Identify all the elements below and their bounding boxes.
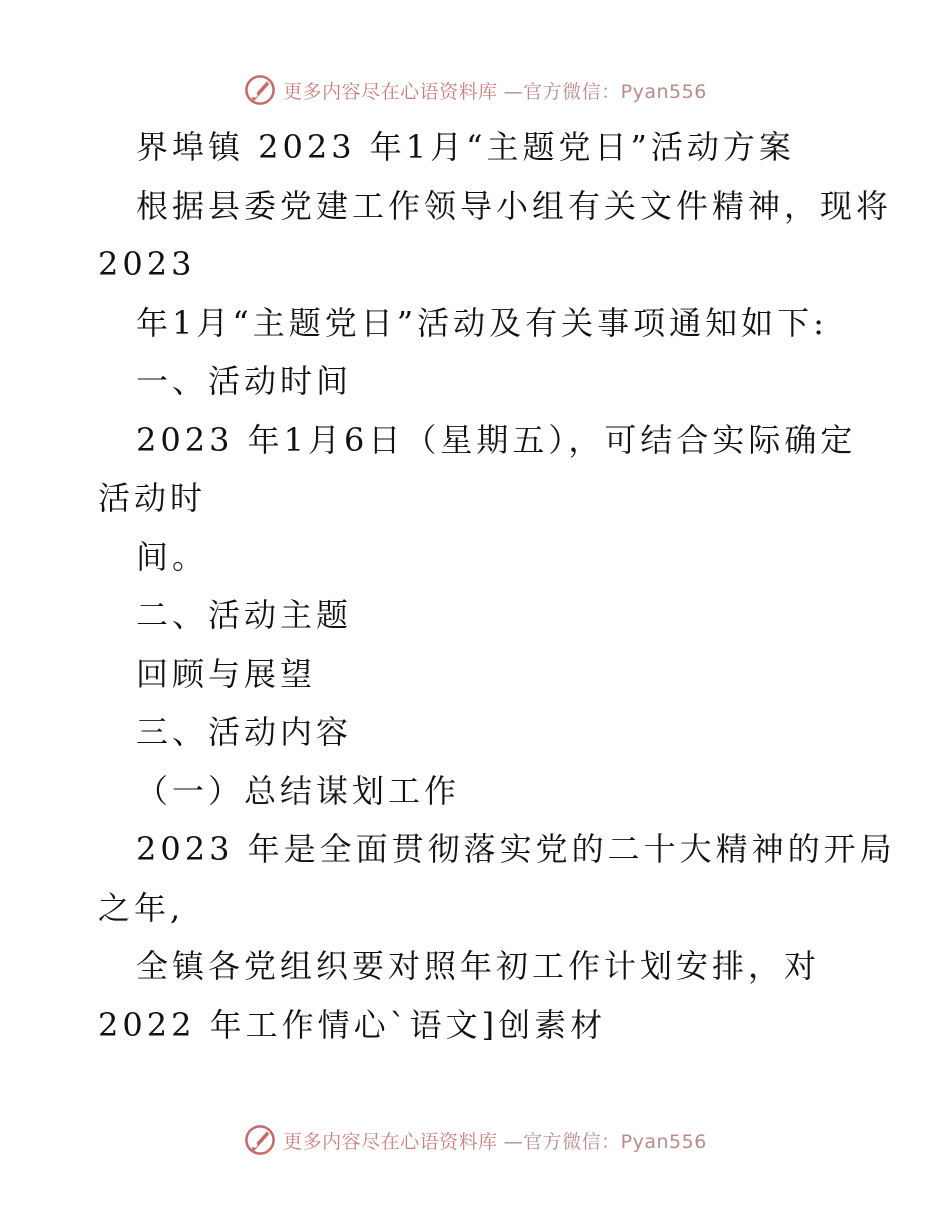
watermark-footer: [0, 1120, 950, 1160]
paragraph-line: 回顾与展望: [136, 655, 317, 693]
paragraph-line: 间。: [136, 538, 209, 576]
watermark-left-text: 更多内容尽在心语资料库: [283, 80, 498, 103]
pen-nib-logo-icon: [243, 1123, 277, 1157]
section-heading: 二、活动主题: [136, 596, 353, 634]
watermark-right-text: —官方微信：Pyan556: [503, 1130, 707, 1153]
watermark-right-text: —官方微信：Pyan556: [503, 80, 707, 103]
paragraph-line: 2023: [98, 245, 196, 283]
watermark-header: [0, 70, 950, 110]
subsection-heading: （一）总结谋划工作: [136, 772, 461, 810]
paragraph-line: 2023 年是全面贯彻落实党的二十大精神的开局: [136, 830, 896, 868]
section-heading: 一、活动时间: [136, 362, 353, 400]
paragraph-line: 全镇各党组织要对照年初工作计划安排，对: [136, 947, 821, 985]
paragraph-line: 2023 年1月6日（星期五），可结合实际确定: [136, 421, 857, 459]
paragraph-line: 2022 年工作情心`语文]创素材: [98, 1006, 607, 1044]
paragraph-line: 根据县委党建工作领导小组有关文件精神，现将: [136, 187, 893, 225]
paragraph-line: 年1月“主题党日”活动及有关事项通知如下:: [136, 304, 828, 342]
watermark-left-text: 更多内容尽在心语资料库: [283, 1130, 498, 1153]
pen-nib-logo-icon: [243, 73, 277, 107]
paragraph-line: 活动时: [98, 479, 207, 517]
section-heading: 三、活动内容: [136, 713, 353, 751]
document-title: 界埠镇 2023 年1月“主题党日”活动方案: [136, 128, 795, 166]
paragraph-line: 之年,: [98, 889, 185, 927]
